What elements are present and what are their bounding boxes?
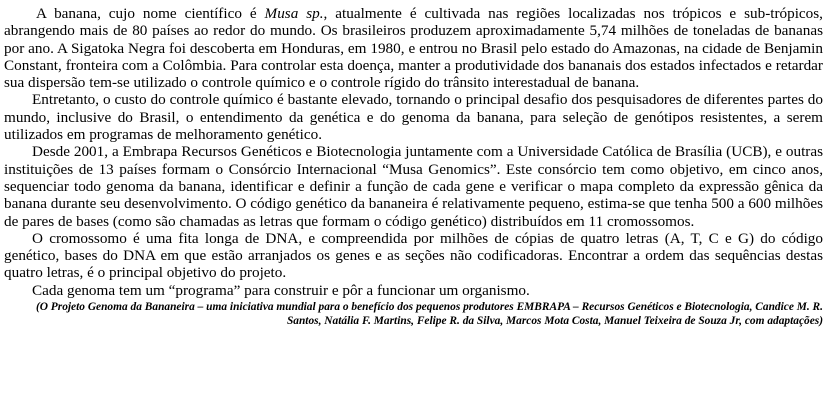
paragraph-4: O cromossomo é uma fita longa de DNA, e compreendida por milhões de cópias de quatro letras (A, T, C e G) do código genético, bases do DNA em que estão arranjados os genes e as seções não codificadoras. Encontrar a ordem das sequências destas quatro letras, é o principal objetivo do projeto.: [4, 229, 823, 282]
paragraph-5: Cada genoma tem um “programa” para construir e pôr a funcionar um organismo.: [32, 281, 530, 299]
source-citation: (O Projeto Genoma da Bananeira – uma iniciativa mundial para o benefício dos pequenos produtores EMBRAPA – Recursos Genéticos e Biotecnologia, Candice M. R. Santos, Natália F. Martins, Felipe R. da Silva, Marcos Mota Costa, Manuel Teixeira de Souza Jr, com adaptações): [35, 301, 823, 328]
paragraph-1-rest: , atualmente é cultivada nas regiões localizadas nos trópicos e sub-trópicos, abrangendo mais de 80 países ao redor do mundo. Os brasileiros produzem aproximadamente 5,74 milhões de toneladas de bananas por ano. A Sigatoka Negra foi descoberta em Honduras, em 1980, e entrou no Brasil pelo estado do Amazonas, na cidade de Benjamin Constant, fronteira com a Colômbia. Para controlar esta doença, manter a produtividade dos bananais dos estados infectados e retardar sua dispersão tem-se utilizado o controle químico e o controle rígido do trânsito interestadual de banana.: [4, 5, 823, 92]
paragraph-2: Entretanto, o custo do controle químico é bastante elevado, tornando o principal desafio dos pesquisadores de diferentes partes do mundo, inclusive do Brasil, o entendimento da genética e do genoma da banana, para seleção de genótipos resistentes, a serem utilizados em programas de melhoramento genético.: [4, 91, 823, 144]
paragraph-3: Desde 2001, a Embrapa Recursos Genéticos e Biotecnologia juntamente com a Universidade Católica de Brasília (UCB), e outras instituições de 13 países formam o Consórcio Internacional “Musa Genomics”. Este consórcio tem como objetivo, em cinco anos, sequenciar todo genoma da banana, identificar e definir a função de cada gene e verificar o mapa completo da expressão gênica da banana durante seu desenvolvimento. O código genético da bananeira é relativamente pequeno, estima-se que tenha 500 a 600 milhões de pares de bases (como são chamadas as letras que formam o código genético) distribuídos em 11 cromossomos.: [4, 143, 823, 230]
paragraph-1: [4, 5, 823, 91]
scientific-name: Musa sp.: [264, 5, 324, 22]
paragraph-1-start: A banana, cujo nome científico é: [36, 5, 265, 22]
